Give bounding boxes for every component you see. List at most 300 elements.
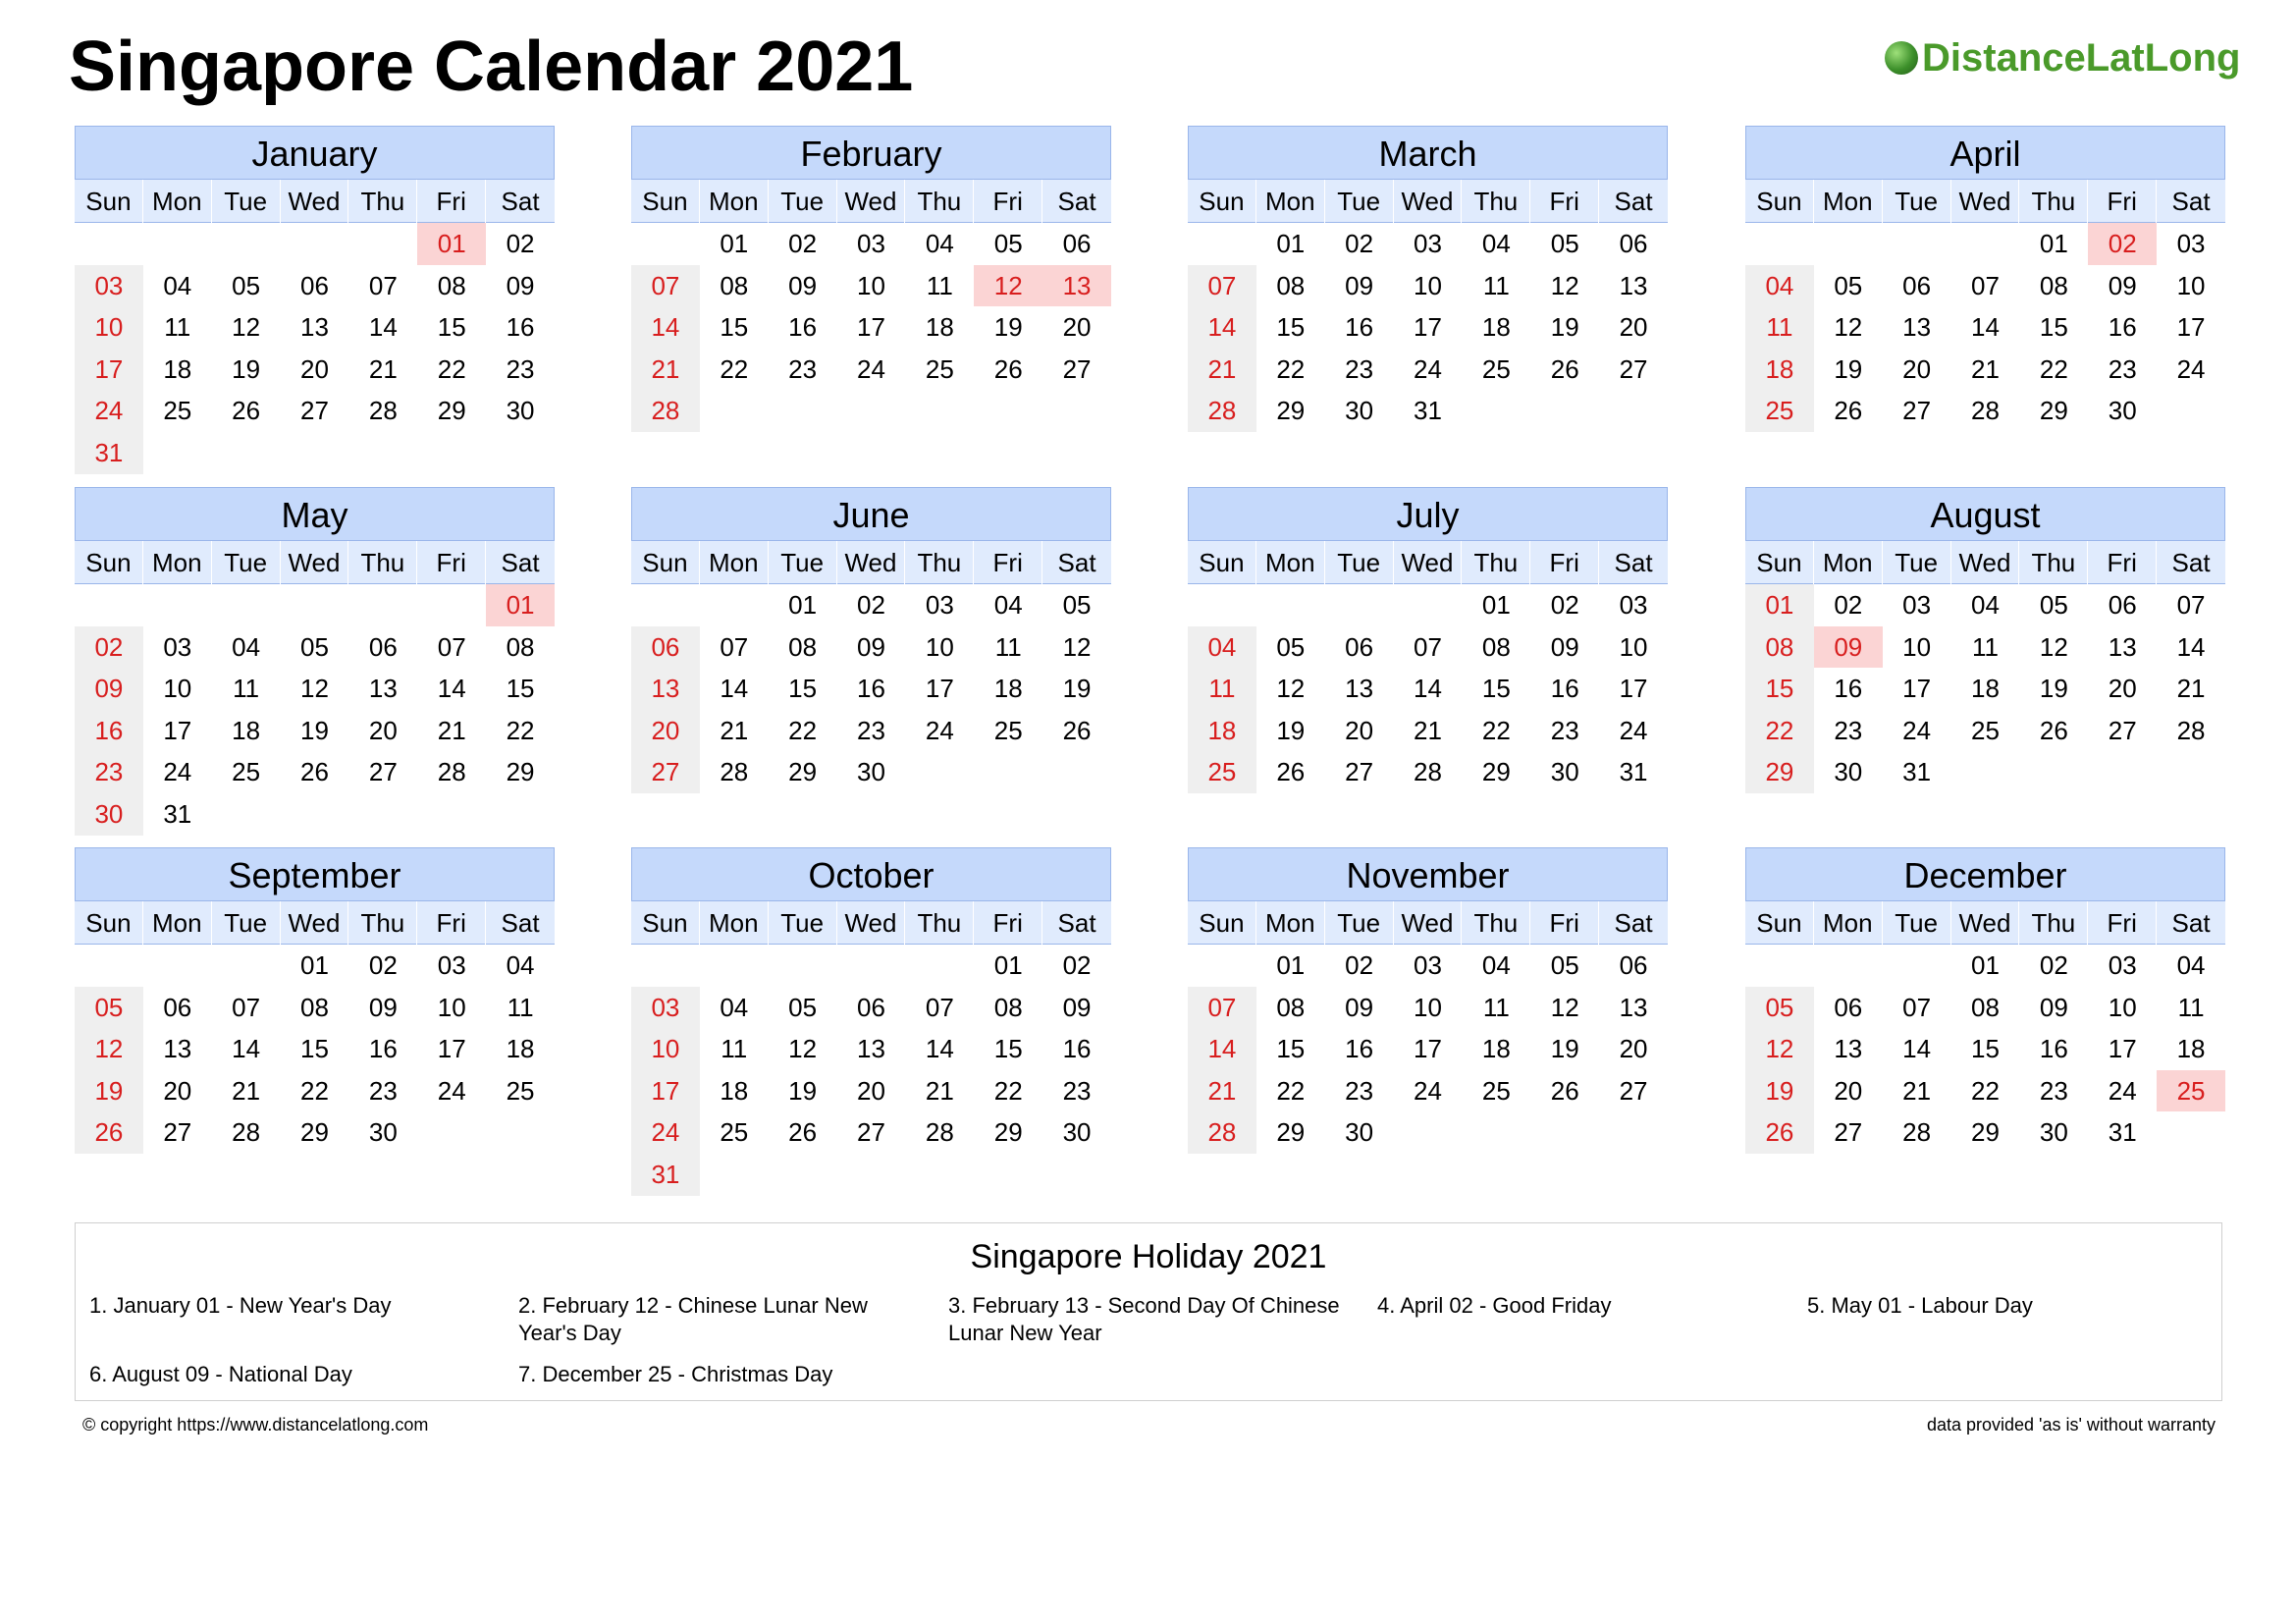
day-cell: 11 [721, 1034, 748, 1064]
empty-cell [212, 223, 281, 265]
empty-cell [1951, 223, 2020, 265]
day-cell: 09 [1550, 631, 1579, 662]
day-cell: 01 [720, 229, 749, 258]
day-cell: 14 [368, 312, 398, 343]
weekday-label: Mon [143, 180, 212, 223]
day-cell: 24 [1414, 353, 1442, 384]
day-cell-sunday: 07 [1188, 987, 1256, 1029]
empty-cell [1745, 945, 1814, 987]
day-cell-sunday: 25 [1745, 390, 1814, 432]
day-cell: 05 [1550, 229, 1579, 258]
weekday-label: Fri [417, 180, 486, 223]
day-cell: 23 [506, 353, 535, 384]
day-cell: 20 [857, 1075, 885, 1106]
days-grid [1188, 584, 1668, 793]
day-cell-sunday: 28 [631, 390, 700, 432]
weekday-label: Fri [417, 541, 486, 584]
holiday-item: 5. May 01 - Labour Day [1807, 1293, 2033, 1318]
day-cell: 11 [994, 631, 1022, 662]
empty-cell [1188, 945, 1256, 987]
day-cell: 07 [1902, 992, 1932, 1022]
weekday-label: Tue [1883, 541, 1951, 584]
weekday-label: Sun [1745, 901, 1814, 945]
day-cell-sunday: 31 [75, 432, 143, 474]
day-cell: 26 [1062, 715, 1092, 745]
weekday-label: Sun [1745, 541, 1814, 584]
day-cell: 16 [1550, 674, 1579, 704]
day-cell: 17 [437, 1034, 466, 1064]
day-cell: 29 [1481, 757, 1511, 787]
weekday-label: Mon [700, 901, 769, 945]
weekday-label: Mon [1814, 541, 1883, 584]
day-cell: 06 [1619, 950, 1648, 980]
day-cell: 20 [1345, 715, 1374, 745]
day-cell: 20 [1619, 312, 1648, 343]
month-july [1188, 487, 1668, 793]
day-cell: 31 [2108, 1117, 2137, 1148]
day-cell: 11 [233, 674, 260, 704]
day-cell: 18 [1971, 674, 2000, 704]
day-cell: 07 [720, 631, 749, 662]
day-cell: 08 [506, 631, 535, 662]
day-cell: 01 [2039, 229, 2068, 258]
day-cell: 22 [1971, 1075, 2000, 1106]
weekday-label: Sun [75, 901, 143, 945]
day-cell: 12 [2039, 631, 2068, 662]
weekday-header [1188, 180, 1668, 223]
copyright-text: © copyright https://www.distancelatlong.com [82, 1415, 429, 1435]
weekday-label: Wed [281, 901, 349, 945]
day-cell: 12 [1062, 631, 1092, 662]
day-cell: 06 [857, 992, 885, 1022]
logo-text: DistanceLatLong [1922, 35, 2241, 80]
day-cell: 11 [1482, 992, 1510, 1022]
month-january [75, 126, 555, 474]
day-cell: 22 [2039, 353, 2068, 384]
weekday-label: Sun [1188, 180, 1256, 223]
empty-cell [1188, 584, 1256, 626]
day-cell: 19 [1834, 353, 1863, 384]
day-cell: 27 [2108, 715, 2137, 745]
holiday-item: 6. August 09 - National Day [89, 1362, 352, 1386]
days-grid [631, 223, 1111, 432]
day-cell: 07 [437, 631, 466, 662]
day-cell: 17 [163, 715, 192, 745]
day-cell: 02 [506, 229, 535, 258]
holiday-item: 1. January 01 - New Year's Day [89, 1293, 392, 1318]
day-cell: 22 [437, 353, 466, 384]
day-cell: 11 [507, 992, 534, 1022]
day-cell: 16 [857, 674, 885, 704]
empty-cell [1188, 223, 1256, 265]
day-cell: 13 [368, 674, 398, 704]
day-cell: 03 [1619, 590, 1648, 620]
day-cell: 09 [1062, 992, 1092, 1022]
day-cell: 31 [1414, 396, 1442, 426]
empty-cell [281, 584, 349, 626]
day-cell: 16 [1345, 1034, 1374, 1064]
empty-cell [631, 945, 700, 987]
day-cell: 04 [2176, 950, 2206, 980]
day-cell-holiday: 09 [1814, 626, 1883, 669]
weekday-label: Sat [501, 908, 540, 938]
day-cell: 25 [1971, 715, 2000, 745]
day-cell: 13 [1834, 1034, 1863, 1064]
weekday-label: Sun [631, 180, 700, 223]
day-cell: 08 [2039, 270, 2068, 300]
day-cell: 05 [300, 631, 329, 662]
day-cell-sunday: 10 [75, 306, 143, 349]
day-cell: 23 [2039, 1075, 2068, 1106]
day-cell: 18 [993, 674, 1023, 704]
day-cell: 09 [788, 270, 818, 300]
day-cell-sunday: 03 [75, 265, 143, 307]
day-cell: 30 [1834, 757, 1863, 787]
day-cell: 14 [1902, 1034, 1932, 1064]
empty-cell [75, 223, 143, 265]
day-cell: 19 [1276, 715, 1306, 745]
day-cell: 27 [857, 1117, 885, 1148]
day-cell-sunday: 23 [75, 751, 143, 793]
day-cell: 29 [437, 396, 466, 426]
day-cell-sunday: 18 [1188, 710, 1256, 752]
day-cell: 24 [1902, 715, 1932, 745]
weekday-label: Thu [1462, 180, 1530, 223]
day-cell-sunday: 28 [1188, 1111, 1256, 1154]
day-cell-holiday: 02 [2088, 223, 2157, 265]
empty-cell [1325, 584, 1394, 626]
weekday-label: Wed [1951, 541, 2020, 584]
month-title: November [1188, 847, 1668, 901]
day-cell: 05 [1276, 631, 1306, 662]
month-title: July [1188, 487, 1668, 541]
day-cell: 22 [720, 353, 749, 384]
day-cell-sunday: 19 [1745, 1070, 1814, 1112]
day-cell: 15 [1276, 312, 1306, 343]
day-cell: 15 [788, 674, 818, 704]
day-cell-sunday: 11 [1188, 668, 1256, 710]
weekday-label: Fri [2088, 541, 2157, 584]
month-april [1745, 126, 2225, 432]
day-cell: 30 [857, 757, 885, 787]
day-cell: 06 [368, 631, 398, 662]
day-cell: 07 [925, 992, 954, 1022]
day-cell-sunday: 17 [75, 349, 143, 391]
day-cell: 02 [1062, 950, 1092, 980]
holiday-list-title: Singapore Holiday 2021 [970, 1238, 1327, 1275]
day-cell: 15 [437, 312, 466, 343]
day-cell-sunday: 04 [1188, 626, 1256, 669]
empty-cell [700, 584, 769, 626]
day-cell: 12 [1276, 674, 1306, 704]
day-cell: 20 [1062, 312, 1092, 343]
day-cell: 21 [1414, 715, 1442, 745]
days-grid [75, 945, 555, 1154]
day-cell: 28 [720, 757, 749, 787]
day-cell: 19 [232, 353, 261, 384]
day-cell: 14 [720, 674, 749, 704]
day-cell: 13 [300, 312, 329, 343]
day-cell: 08 [788, 631, 818, 662]
day-cell: 10 [2176, 270, 2206, 300]
day-cell: 08 [1276, 270, 1306, 300]
day-cell: 19 [300, 715, 329, 745]
day-cell: 13 [1619, 270, 1648, 300]
month-title: August [1745, 487, 2225, 541]
days-grid [75, 223, 555, 474]
day-cell: 04 [1971, 590, 2000, 620]
weekday-label: Sun [1188, 541, 1256, 584]
day-cell: 08 [437, 270, 466, 300]
empty-cell [700, 945, 769, 987]
day-cell-sunday: 14 [631, 306, 700, 349]
weekday-label: Wed [837, 180, 906, 223]
day-cell: 24 [925, 715, 954, 745]
day-cell: 21 [232, 1075, 261, 1106]
day-cell-sunday: 06 [631, 626, 700, 669]
day-cell: 18 [1481, 312, 1511, 343]
day-cell: 15 [720, 312, 749, 343]
day-cell: 15 [1481, 674, 1511, 704]
weekday-label: Sat [1614, 908, 1653, 938]
day-cell: 13 [2108, 631, 2137, 662]
day-cell: 03 [2176, 229, 2206, 258]
day-cell: 22 [788, 715, 818, 745]
day-cell: 24 [163, 757, 192, 787]
day-cell: 03 [925, 590, 954, 620]
day-cell: 18 [163, 353, 192, 384]
day-cell: 10 [1902, 631, 1932, 662]
day-cell: 02 [1345, 950, 1374, 980]
page-title: Singapore Calendar 2021 [69, 27, 914, 106]
weekday-label: Wed [1394, 901, 1463, 945]
day-cell: 19 [788, 1075, 818, 1106]
day-cell: 10 [437, 992, 466, 1022]
empty-cell [348, 584, 417, 626]
day-cell-sunday: 07 [631, 265, 700, 307]
weekday-label: Sun [75, 180, 143, 223]
day-cell: 03 [857, 229, 885, 258]
day-cell: 29 [1276, 396, 1306, 426]
day-cell: 17 [1619, 674, 1648, 704]
weekday-label: Fri [1530, 180, 1599, 223]
day-cell: 08 [720, 270, 749, 300]
holiday-item: 7. December 25 - Christmas Day [518, 1362, 833, 1386]
day-cell-sunday: 04 [1745, 265, 1814, 307]
month-title: October [631, 847, 1111, 901]
day-cell: 17 [1902, 674, 1932, 704]
day-cell: 10 [925, 631, 954, 662]
day-cell: 01 [1971, 950, 2000, 980]
day-cell: 17 [925, 674, 954, 704]
weekday-label: Mon [143, 901, 212, 945]
day-cell: 06 [163, 992, 192, 1022]
weekday-label: Tue [769, 541, 837, 584]
day-cell: 22 [993, 1075, 1023, 1106]
day-cell: 30 [368, 1117, 398, 1148]
day-cell: 03 [1414, 950, 1442, 980]
day-cell: 20 [163, 1075, 192, 1106]
day-cell: 17 [1414, 312, 1442, 343]
day-cell: 04 [232, 631, 261, 662]
day-cell: 08 [1276, 992, 1306, 1022]
weekday-label: Sat [2171, 548, 2211, 577]
weekday-header [1745, 180, 2225, 223]
day-cell: 15 [1971, 1034, 2000, 1064]
day-cell: 13 [1902, 312, 1932, 343]
day-cell: 18 [1481, 1034, 1511, 1064]
day-cell: 14 [1414, 674, 1442, 704]
day-cell: 11 [926, 270, 953, 300]
day-cell: 28 [368, 396, 398, 426]
empty-cell [1883, 945, 1951, 987]
day-cell: 10 [1414, 270, 1442, 300]
weekday-header [1188, 541, 1668, 584]
day-cell: 12 [1550, 992, 1579, 1022]
day-cell: 10 [857, 270, 885, 300]
day-cell: 02 [1834, 590, 1863, 620]
day-cell: 26 [1550, 1075, 1579, 1106]
weekday-label: Sat [2171, 908, 2211, 938]
empty-cell [837, 945, 906, 987]
weekday-header [1745, 901, 2225, 945]
month-october [631, 847, 1111, 1196]
day-cell: 07 [1414, 631, 1442, 662]
empty-cell [1256, 584, 1325, 626]
day-cell: 31 [1902, 757, 1932, 787]
month-december [1745, 847, 2225, 1154]
day-cell: 02 [2039, 950, 2068, 980]
day-cell: 10 [2108, 992, 2137, 1022]
day-cell-sunday: 18 [1745, 349, 1814, 391]
day-cell: 07 [368, 270, 398, 300]
holiday-item: 3. February 13 - Second Day Of Chinese Lunar New Year [948, 1293, 1340, 1345]
day-cell: 04 [163, 270, 192, 300]
weekday-label: Wed [837, 901, 906, 945]
weekday-label: Thu [2019, 541, 2088, 584]
holiday-item: 2. February 12 - Chinese Lunar New Year's Day [518, 1293, 868, 1345]
weekday-label: Sat [1057, 548, 1096, 577]
day-cell: 26 [1276, 757, 1306, 787]
day-cell: 22 [1276, 353, 1306, 384]
month-title: December [1745, 847, 2225, 901]
empty-cell [212, 945, 281, 987]
logo[interactable] [1885, 27, 2241, 88]
day-cell-sunday: 17 [631, 1070, 700, 1112]
day-cell: 22 [1276, 1075, 1306, 1106]
day-cell: 09 [2039, 992, 2068, 1022]
day-cell: 18 [720, 1075, 749, 1106]
weekday-label: Wed [1394, 180, 1463, 223]
day-cell: 29 [300, 1117, 329, 1148]
day-cell: 10 [1619, 631, 1648, 662]
day-cell: 11 [1971, 631, 1999, 662]
weekday-label: Tue [212, 541, 281, 584]
day-cell-sunday: 10 [631, 1028, 700, 1070]
weekday-label: Thu [1462, 541, 1530, 584]
day-cell: 23 [1062, 1075, 1092, 1106]
weekday-label: Thu [905, 541, 974, 584]
day-cell-sunday: 03 [631, 987, 700, 1029]
day-cell: 19 [1550, 1034, 1579, 1064]
weekday-label: Wed [1394, 541, 1463, 584]
day-cell: 30 [1345, 1117, 1374, 1148]
weekday-label: Thu [2019, 180, 2088, 223]
day-cell-sunday: 16 [75, 710, 143, 752]
weekday-label: Sat [1057, 908, 1096, 938]
weekday-header [1745, 541, 2225, 584]
day-cell: 04 [720, 992, 749, 1022]
day-cell: 26 [1834, 396, 1863, 426]
day-cell: 12 [232, 312, 261, 343]
day-cell: 09 [857, 631, 885, 662]
day-cell: 25 [163, 396, 192, 426]
days-grid [1188, 223, 1668, 432]
empty-cell [631, 584, 700, 626]
day-cell: 07 [232, 992, 261, 1022]
month-june [631, 487, 1111, 793]
days-grid [631, 584, 1111, 793]
day-cell: 01 [993, 950, 1023, 980]
weekday-label: Tue [1325, 901, 1394, 945]
day-cell: 06 [1619, 229, 1648, 258]
day-cell: 09 [368, 992, 398, 1022]
day-cell-sunday: 05 [75, 987, 143, 1029]
day-cell: 08 [300, 992, 329, 1022]
day-cell: 14 [2176, 631, 2206, 662]
weekday-label: Sat [1057, 187, 1096, 216]
month-title: March [1188, 126, 1668, 180]
day-cell: 03 [2108, 950, 2137, 980]
day-cell: 19 [2039, 674, 2068, 704]
day-cell-sunday: 12 [75, 1028, 143, 1070]
day-cell-sunday: 31 [631, 1154, 700, 1196]
day-cell: 15 [2039, 312, 2068, 343]
days-grid [1745, 945, 2225, 1154]
day-cell: 19 [1062, 674, 1092, 704]
day-cell: 23 [2108, 353, 2137, 384]
day-cell: 20 [1619, 1034, 1648, 1064]
empty-cell [1394, 584, 1463, 626]
day-cell: 15 [993, 1034, 1023, 1064]
weekday-label: Mon [1256, 180, 1325, 223]
weekday-header [75, 541, 555, 584]
day-cell-sunday: 11 [1745, 306, 1814, 349]
day-cell: 26 [1550, 353, 1579, 384]
weekday-label: Mon [1256, 541, 1325, 584]
day-cell: 29 [1276, 1117, 1306, 1148]
day-cell: 16 [1345, 312, 1374, 343]
weekday-label: Sun [631, 541, 700, 584]
day-cell: 27 [1619, 1075, 1648, 1106]
day-cell: 28 [1414, 757, 1442, 787]
day-cell: 05 [1062, 590, 1092, 620]
day-cell: 14 [1971, 312, 2000, 343]
day-cell-sunday: 05 [1745, 987, 1814, 1029]
day-cell-sunday: 25 [1188, 751, 1256, 793]
day-cell-sunday: 24 [75, 390, 143, 432]
day-cell: 01 [1276, 229, 1306, 258]
day-cell: 24 [2108, 1075, 2137, 1106]
weekday-label: Thu [348, 901, 417, 945]
day-cell-sunday: 09 [75, 668, 143, 710]
day-cell: 23 [788, 353, 818, 384]
weekday-label: Tue [769, 901, 837, 945]
month-title: June [631, 487, 1111, 541]
days-grid [1188, 945, 1668, 1154]
day-cell: 12 [788, 1034, 818, 1064]
empty-cell [905, 945, 974, 987]
